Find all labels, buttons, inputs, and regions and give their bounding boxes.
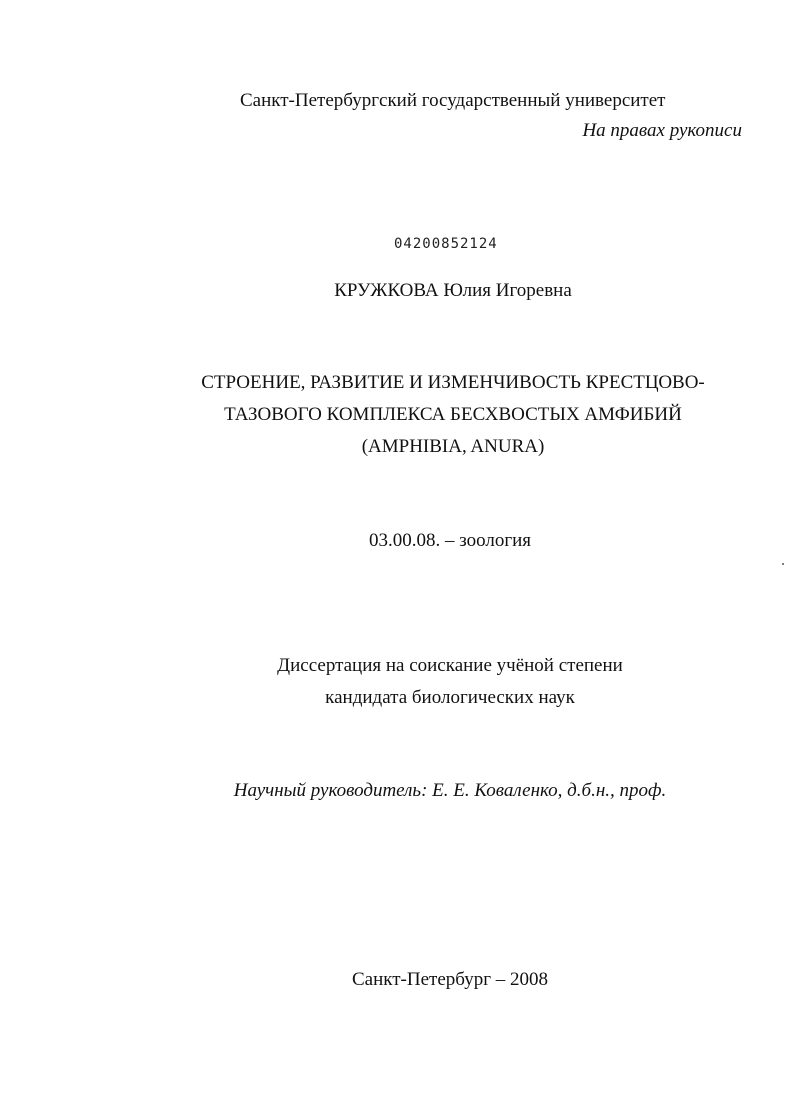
dissertation-line-2: кандидата биологических наук [325, 687, 575, 708]
specialty-code: 03.00.08. – зоология [368, 530, 532, 551]
scan-speck [782, 563, 784, 565]
title-line-2: ТАЗОВОГО КОМПЛЕКСА БЕСХВОСТЫХ АМФИБИЙ [224, 404, 682, 425]
registration-code: 04200852124 [394, 236, 498, 252]
supervisor-line: Научный руководитель: Е. Е. Коваленко, д.б.н., проф. [233, 780, 667, 801]
author-name: КРУЖКОВА Юлия Игоревна [334, 280, 572, 301]
rights-note: На правах рукописи [582, 120, 742, 141]
city-year: Санкт-Петербург – 2008 [351, 969, 548, 990]
title-line-1: СТРОЕНИЕ, РАЗВИТИЕ И ИЗМЕНЧИВОСТЬ КРЕСТЦОВО- [201, 372, 705, 393]
university-name: Санкт-Петербургский государственный университет [240, 90, 666, 111]
title-line-3: (AMPHIBIA, ANURA) [361, 436, 545, 457]
dissertation-line-1: Диссертация на соискание учёной степени [277, 655, 623, 676]
